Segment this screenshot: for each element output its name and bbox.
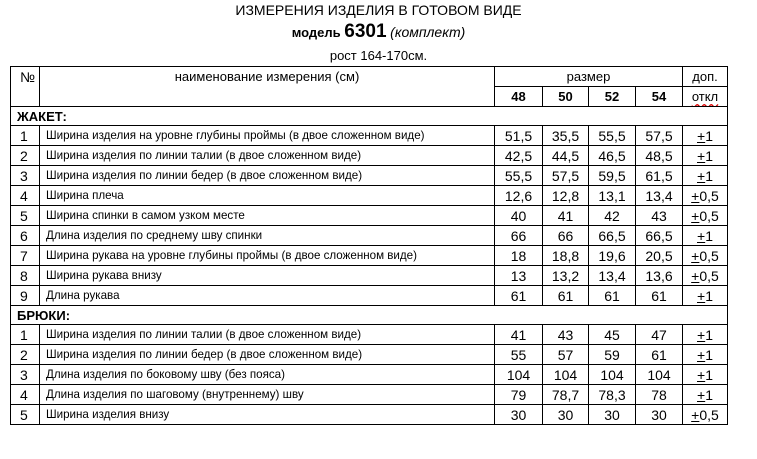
row-number: 1 <box>11 126 40 146</box>
size-value: 30 <box>495 405 543 425</box>
tolerance-sign: + <box>697 227 706 244</box>
size-value: 66 <box>495 226 543 246</box>
table-row <box>11 166 728 186</box>
tolerance-sign: + <box>697 287 706 304</box>
size-value: 55,5 <box>589 126 636 146</box>
tolerance-value <box>683 226 728 246</box>
size-value: 61 <box>589 286 636 306</box>
measurement-name: Длина изделия по боковому шву (без пояса) <box>40 365 495 385</box>
tolerance-amount: 1 <box>705 167 713 184</box>
size-value: 78,3 <box>589 385 636 405</box>
column-header-tolerance: доп. <box>683 67 728 87</box>
tolerance-amount: 0,5 <box>699 247 719 264</box>
size-value: 51,5 <box>495 126 543 146</box>
size-value: 41 <box>495 325 543 345</box>
size-value: 42,5 <box>495 146 543 166</box>
row-number: 6 <box>11 226 40 246</box>
tolerance-amount: 1 <box>705 386 713 403</box>
model-line <box>0 21 757 43</box>
size-value: 13 <box>495 266 543 286</box>
tolerance-label-2: откл <box>691 89 719 104</box>
section-title: ЖАКЕТ: <box>11 107 728 126</box>
measurement-name: Ширина изделия на уровне глубины проймы (в двое сложенном виде) <box>40 126 495 146</box>
tolerance-sign: + <box>691 406 700 423</box>
tolerance-value <box>683 385 728 405</box>
tolerance-amount: 0,5 <box>699 406 719 423</box>
row-number: 4 <box>11 385 40 405</box>
size-value: 13,6 <box>636 266 683 286</box>
size-value: 78 <box>636 385 683 405</box>
size-value: 42 <box>589 206 636 226</box>
table-row <box>11 186 728 206</box>
size-value: 78,7 <box>543 385 589 405</box>
measurement-name: Ширина изделия внизу <box>40 405 495 425</box>
measurement-name: Ширина рукава внизу <box>40 266 495 286</box>
size-header: 48 <box>495 87 543 107</box>
row-number: 7 <box>11 246 40 266</box>
tolerance-sign: + <box>691 247 700 264</box>
tolerance-value <box>683 325 728 345</box>
table-row <box>11 126 728 146</box>
section-title: БРЮКИ: <box>11 306 728 325</box>
tolerance-sign: + <box>691 207 700 224</box>
size-value: 57 <box>543 345 589 365</box>
column-header-tolerance-2 <box>683 87 728 107</box>
measurement-name: Длина рукава <box>40 286 495 306</box>
section-row <box>11 306 728 325</box>
size-header: 54 <box>636 87 683 107</box>
column-header-name: наименование измерения (см) <box>40 67 495 107</box>
table-row <box>11 246 728 266</box>
tolerance-value <box>683 405 728 425</box>
tolerance-sign: + <box>697 366 706 383</box>
table-row <box>11 405 728 425</box>
size-value: 20,5 <box>636 246 683 266</box>
column-header-no: № <box>11 67 40 107</box>
measurement-name: Длина изделия по шаговому (внутреннему) шву <box>40 385 495 405</box>
size-value: 66 <box>543 226 589 246</box>
measurement-name: Ширина рукава на уровне глубины проймы (в двое сложенном виде) <box>40 246 495 266</box>
row-number: 8 <box>11 266 40 286</box>
tolerance-value <box>683 286 728 306</box>
tolerance-value <box>683 266 728 286</box>
tolerance-value <box>683 345 728 365</box>
row-number: 4 <box>11 186 40 206</box>
size-value: 43 <box>543 325 589 345</box>
row-number: 5 <box>11 206 40 226</box>
size-value: 61,5 <box>636 166 683 186</box>
size-value: 61 <box>543 286 589 306</box>
size-value: 55 <box>495 345 543 365</box>
tolerance-amount: 1 <box>705 127 713 144</box>
size-value: 104 <box>636 365 683 385</box>
height-range: рост 164-170см. <box>329 48 428 63</box>
row-number: 3 <box>11 166 40 186</box>
model-suffix: (комплект) <box>390 24 466 40</box>
document-title: ИЗМЕРЕНИЯ ИЗДЕЛИЯ В ГОТОВОМ ВИДЕ <box>235 2 522 18</box>
table-row <box>11 345 728 365</box>
size-value: 59,5 <box>589 166 636 186</box>
size-value: 43 <box>636 206 683 226</box>
column-header-size: размер <box>495 67 683 87</box>
size-value: 30 <box>543 405 589 425</box>
tolerance-value <box>683 186 728 206</box>
size-value: 61 <box>495 286 543 306</box>
measurement-name: Ширина спинки в самом узком месте <box>40 206 495 226</box>
row-number: 2 <box>11 345 40 365</box>
table-header-row <box>11 67 728 87</box>
tolerance-amount: 1 <box>705 346 713 363</box>
table-row <box>11 266 728 286</box>
model-number: 6301 <box>344 21 387 42</box>
table-row <box>11 325 728 345</box>
size-value: 79 <box>495 385 543 405</box>
measurement-name: Ширина изделия по линии бедер (в двое сложенном виде) <box>40 345 495 365</box>
size-value: 18,8 <box>543 246 589 266</box>
measurement-name: Ширина изделия по линии бедер (в двое сложенном виде) <box>40 166 495 186</box>
tolerance-sign: + <box>697 386 706 403</box>
tolerance-sign: + <box>697 326 706 343</box>
tolerance-amount: 1 <box>705 366 713 383</box>
size-value: 45 <box>589 325 636 345</box>
measurements-table <box>10 66 728 425</box>
table-row <box>11 365 728 385</box>
size-value: 61 <box>636 286 683 306</box>
tolerance-sign: + <box>697 147 706 164</box>
size-value: 46,5 <box>589 146 636 166</box>
tolerance-sign: + <box>691 187 700 204</box>
row-number: 2 <box>11 146 40 166</box>
size-value: 18 <box>495 246 543 266</box>
size-value: 61 <box>636 345 683 365</box>
size-value: 104 <box>543 365 589 385</box>
tolerance-sign: + <box>691 267 700 284</box>
size-value: 13,4 <box>636 186 683 206</box>
size-value: 48,5 <box>636 146 683 166</box>
table-row <box>11 146 728 166</box>
size-value: 66,5 <box>636 226 683 246</box>
tolerance-amount: 0,5 <box>699 207 719 224</box>
size-value: 12,8 <box>543 186 589 206</box>
size-value: 30 <box>589 405 636 425</box>
table-row <box>11 385 728 405</box>
row-number: 3 <box>11 365 40 385</box>
size-header: 52 <box>589 87 636 107</box>
size-value: 41 <box>543 206 589 226</box>
size-value: 30 <box>636 405 683 425</box>
tolerance-value <box>683 206 728 226</box>
size-value: 13,4 <box>589 266 636 286</box>
tolerance-amount: 1 <box>705 227 713 244</box>
size-value: 66,5 <box>589 226 636 246</box>
tolerance-amount: 1 <box>705 326 713 343</box>
size-value: 13,2 <box>543 266 589 286</box>
tolerance-value <box>683 126 728 146</box>
tolerance-value <box>683 246 728 266</box>
row-number: 1 <box>11 325 40 345</box>
size-value: 12,6 <box>495 186 543 206</box>
section-row <box>11 107 728 126</box>
tolerance-sign: + <box>697 346 706 363</box>
tolerance-value <box>683 146 728 166</box>
size-value: 104 <box>589 365 636 385</box>
measurement-name: Длина изделия по среднему шву спинки <box>40 226 495 246</box>
tolerance-sign: + <box>697 127 706 144</box>
size-value: 40 <box>495 206 543 226</box>
size-header: 50 <box>543 87 589 107</box>
measurement-name: Ширина плеча <box>40 186 495 206</box>
table-row <box>11 206 728 226</box>
size-value: 55,5 <box>495 166 543 186</box>
size-value: 57,5 <box>543 166 589 186</box>
size-value: 35,5 <box>543 126 589 146</box>
size-value: 104 <box>495 365 543 385</box>
table-row <box>11 286 728 306</box>
size-value: 57,5 <box>636 126 683 146</box>
tolerance-amount: 1 <box>705 147 713 164</box>
tolerance-amount: 0,5 <box>699 267 719 284</box>
row-number: 5 <box>11 405 40 425</box>
size-value: 59 <box>589 345 636 365</box>
tolerance-value <box>683 365 728 385</box>
size-value: 44,5 <box>543 146 589 166</box>
measurement-name: Ширина изделия по линии талии (в двое сложенном виде) <box>40 325 495 345</box>
size-value: 47 <box>636 325 683 345</box>
tolerance-sign: + <box>697 167 706 184</box>
tolerance-value <box>683 166 728 186</box>
tolerance-amount: 0,5 <box>699 187 719 204</box>
model-prefix: модель <box>291 25 341 40</box>
table-row <box>11 226 728 246</box>
row-number: 9 <box>11 286 40 306</box>
size-value: 13,1 <box>589 186 636 206</box>
measurement-name: Ширина изделия по линии талии (в двое сложенном виде) <box>40 146 495 166</box>
size-value: 19,6 <box>589 246 636 266</box>
tolerance-amount: 1 <box>705 287 713 304</box>
